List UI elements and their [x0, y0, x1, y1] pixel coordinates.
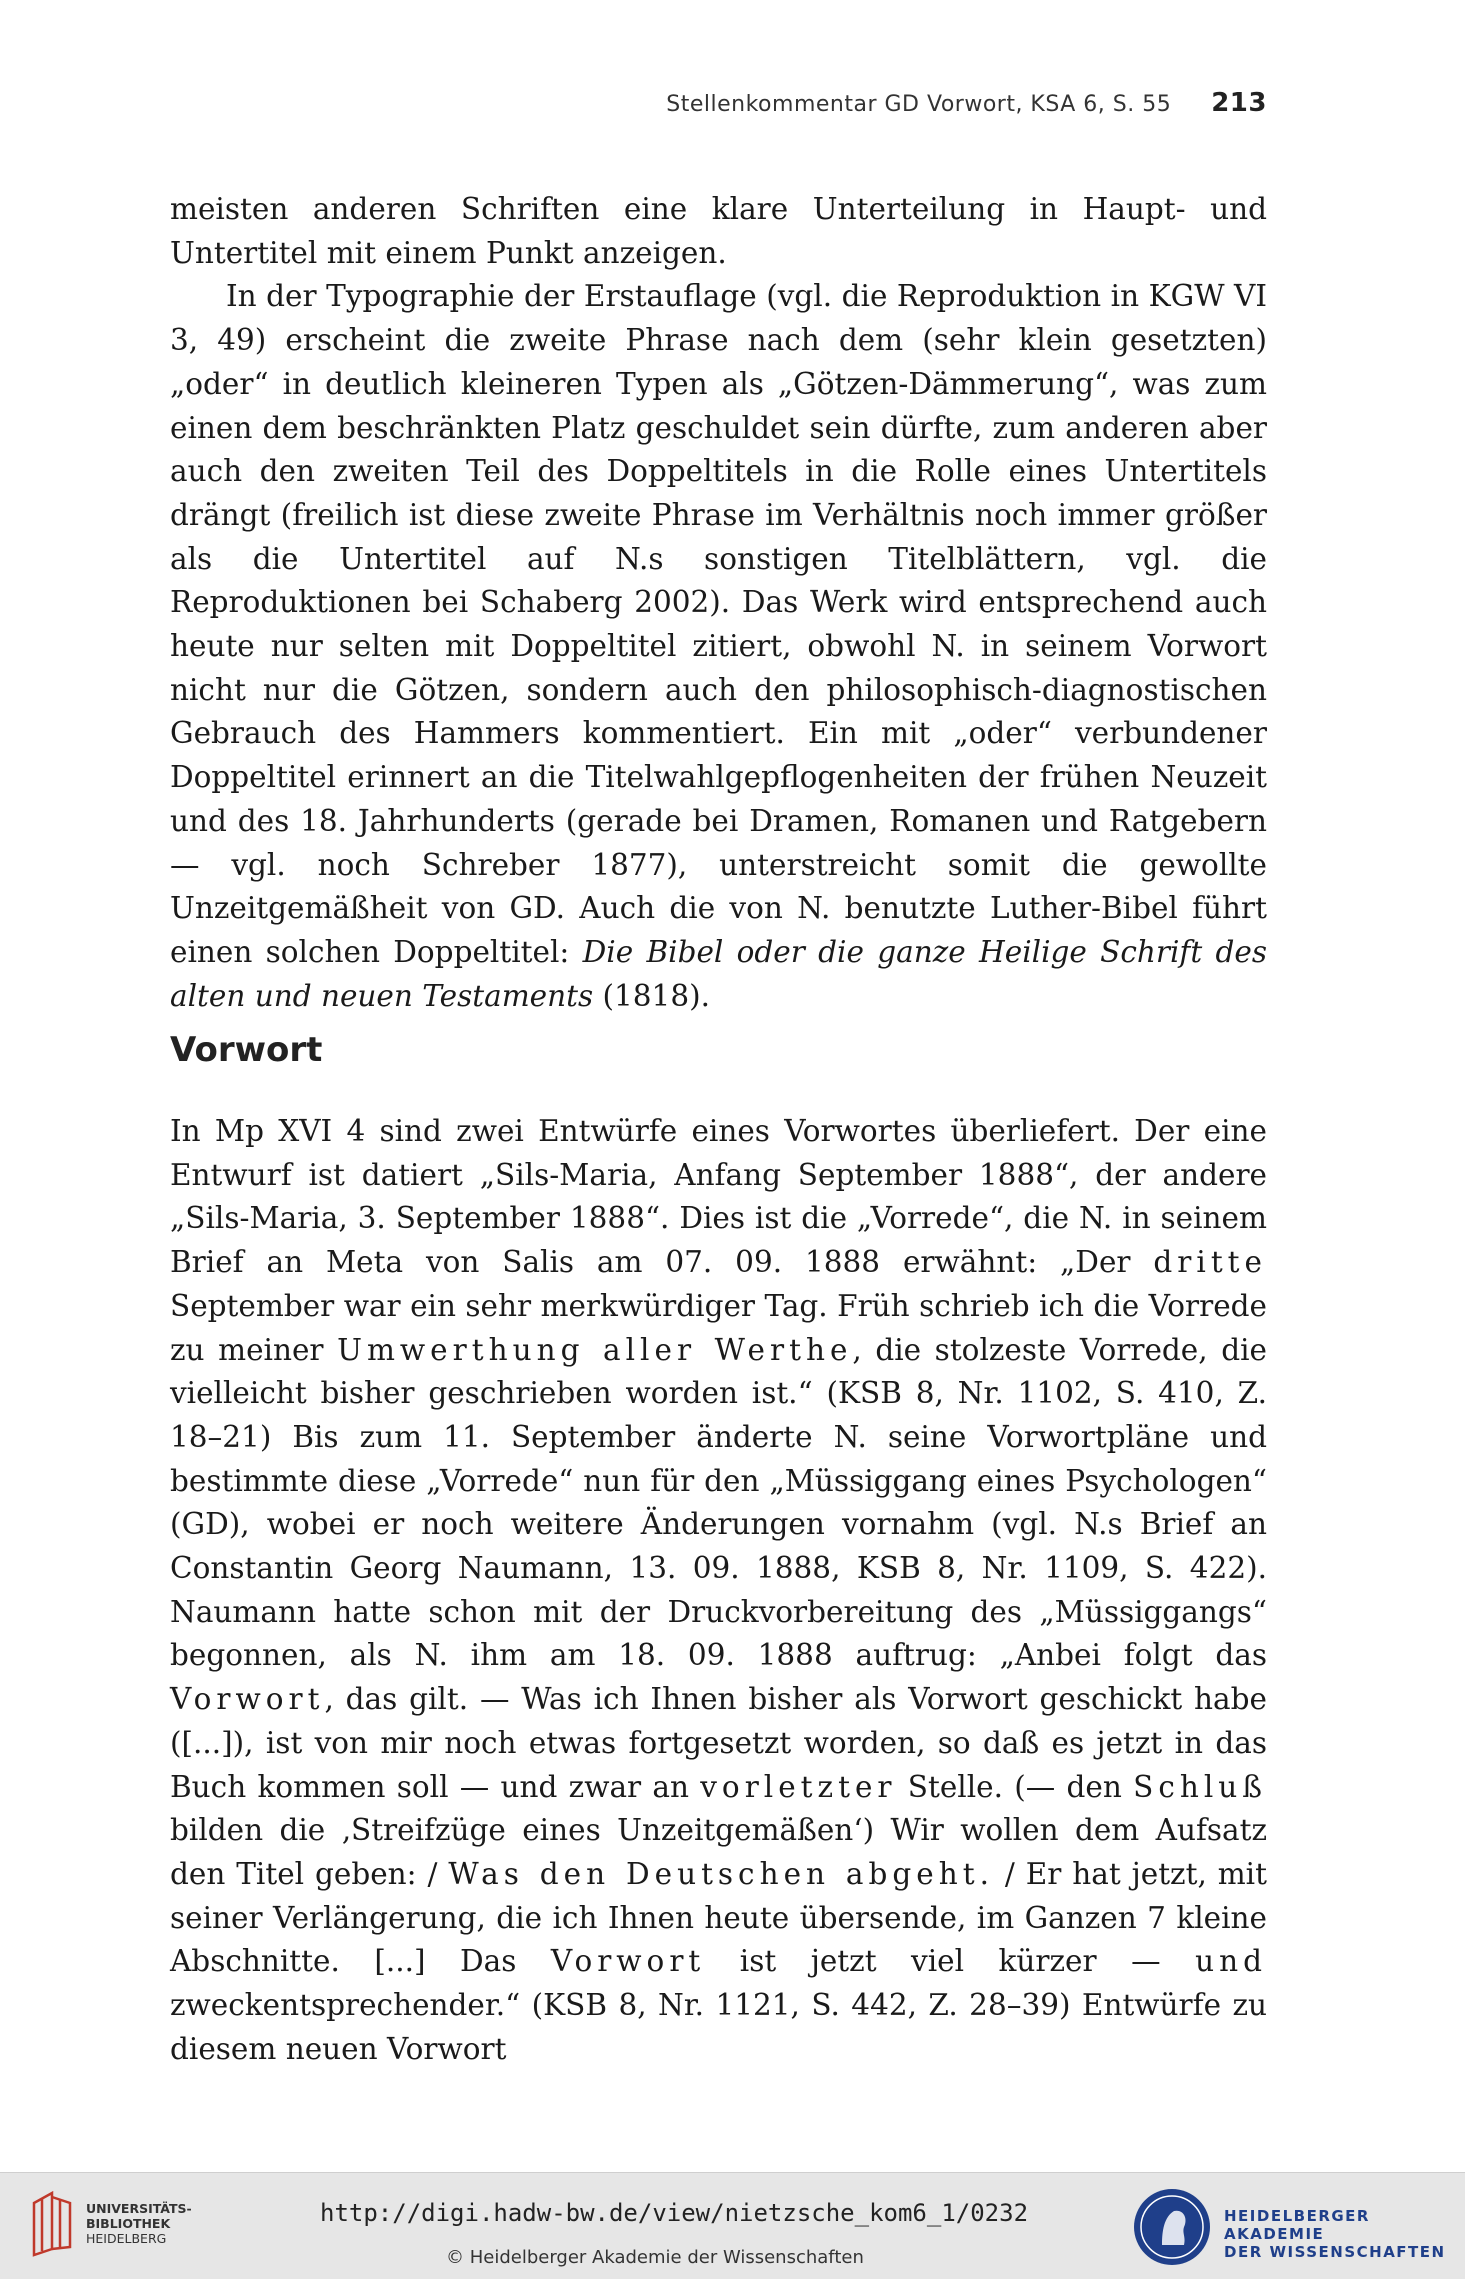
text-run: September war ein sehr merkwürdiger Tag. Früh schrieb ich die Vorrede zu meiner [170, 1288, 1267, 1367]
text-run: In Mp XVI 4 sind zwei Entwürfe eines Vorwortes überliefert. Der eine Entwurf ist datiert „Sils-Maria, Anfang September 1888“, der andere „Sils-Maria, 3. September 1888“. Dies ist die „Vorrede“, die N. in seinem Brief an Meta von Salis am 07. 09. 1888 erwähnt: „Der [170, 1114, 1267, 1280]
permalink-url[interactable]: http://digi.hadw-bw.de/view/nietzsche_kom6_1/0232 [320, 2199, 1029, 2227]
spaced-emphasis: dritte [1153, 1245, 1267, 1280]
spaced-emphasis: Vorwort [170, 1682, 325, 1717]
spaced-emphasis: und [1195, 1944, 1267, 1979]
university-library-name [86, 2201, 192, 2246]
paragraph-1: meisten anderen Schriften eine klare Unterteilung in Haupt- und Untertitel mit einem Punkt anzeigen. [170, 192, 1267, 270]
academy-name-line-2: DER WISSENSCHAFTEN [1224, 2243, 1446, 2261]
text-run: zweckentsprechender.“ (KSB 8, Nr. 1121, S. 442, Z. 28–39) Entwürfe zu diesem neuen Vorwort [170, 1988, 1267, 2066]
text-run: , das gilt. — Was ich Ihnen bisher als Vorwort geschickt habe ([...]), ist von mir noch etwas fortgesetzt worden, so daß es jetzt in das Buch kommen soll — und zwar an [170, 1682, 1267, 1804]
academy-name-line-1: HEIDELBERGER AKADEMIE [1224, 2207, 1370, 2243]
section-1-text [170, 188, 1267, 1018]
paragraph-2 [170, 275, 1267, 1018]
running-title: Stellenkommentar GD Vorwort, KSA 6, S. 55 [666, 92, 1172, 117]
section-2-text [170, 1110, 1267, 2071]
text-run: , die stolzeste Vorrede, die vielleicht bisher geschrieben worden ist.“ (KSB 8, Nr. 1102, S. 410, Z. 18–21) Bis zum 11. September änderte N. seine Vorwortpläne und bestimmte diese „Vorrede“ nun für den „Müssiggang eines Psychologen“ (GD), wobei er noch weitere Änderungen vornahm (vgl. N.s Brief an Constantin Georg Naumann, 13. 09. 1888, KSB 8, Nr. 1109, S. 422). Naumann hatte schon mit der Druckvorbereitung des „Müssiggangs“ begonnen, als N. ihm am 18. 09. 1888 auftrug: „Anbei folgt das [170, 1332, 1267, 1673]
text-run: / Er hat jetzt, mit seiner Verlängerung, die ich Ihnen heute übersende, im Ganzen 7 kleine Abschnitte. [...] Das [170, 1856, 1267, 1979]
copyright-notice: © Heidelberger Akademie der Wissenschaften [446, 2247, 864, 2268]
spaced-emphasis: vorletzter [700, 1769, 897, 1804]
library-name-line-3: HEIDELBERG [86, 2231, 167, 2246]
running-header [170, 88, 1267, 118]
page-number: 213 [1211, 88, 1267, 118]
paragraph-2-main: In der Typographie der Erstauflage (vgl. die Reproduktion in KGW VI 3, 49) erscheint die zweite Phrase nach dem (sehr klein gesetzten) „oder“ in deutlich kleineren Typen als „Götzen-Dämmerung“, was zum einen dem beschränkten Platz geschuldet sein dürfte, zum anderen aber auch den zweiten Teil des Doppeltitels in die Rolle eines Untertitels drängt (freilich ist diese zweite Phrase im Verhältnis noch immer größer als die Untertitel auf N.s sonstigen Titelblättern, vgl. die Reproduktionen bei Schaberg 2002). Das Werk wird entsprechend auch heute nur selten mit Doppeltitel zitiert, obwohl N. in seinem Vorwort nicht nur die Götzen, sondern auch den philosophisch-diagnostischen Gebrauch des Hammers kommentiert. Ein mit „oder“ verbundener Doppeltitel erinnert an die Titelwahlgepflogenheiten der frühen Neuzeit und des 18. Jahrhunderts (gerade bei Dramen, Romanen und Ratgebern — vgl. noch Schreber 1877), unterstreicht somit die gewollte Unzeitgemäßheit von GD. Auch die von N. benutzte Luther-Bibel führt einen solchen Doppeltitel: [170, 279, 1267, 969]
spaced-emphasis: Was den Deutschen abgeht. [448, 1856, 994, 1891]
section-heading: Vorwort [170, 1030, 323, 1070]
library-name-line-1: UNIVERSITÄTS- [86, 2201, 192, 2216]
library-name-line-2: BIBLIOTHEK [86, 2216, 171, 2231]
bible-title-italic: Die Bibel oder die ganze Heilige Schrift des alten und neuen Testaments [170, 934, 1267, 1013]
paragraph-3 [170, 1110, 1267, 2071]
academy-name [1224, 2207, 1465, 2261]
paragraph-2-end: (1818). [593, 978, 710, 1013]
text-run: ist jetzt viel kürzer — [705, 1944, 1196, 1979]
text-run: bilden die ‚Streifzüge eines Unzeitgemäßen‘) Wir wollen dem Aufsatz den Titel geben: / [170, 1813, 1267, 1891]
spaced-emphasis: Vorwort [550, 1944, 706, 1979]
spaced-emphasis: Schluß [1133, 1769, 1267, 1804]
text-run: Stelle. (— den [896, 1769, 1134, 1804]
university-library-logo-icon [30, 2189, 76, 2259]
viewer-footer [0, 2172, 1465, 2279]
academy-seal-icon [1132, 2187, 1212, 2267]
spaced-emphasis: Umwerthung aller Werthe [337, 1332, 853, 1367]
